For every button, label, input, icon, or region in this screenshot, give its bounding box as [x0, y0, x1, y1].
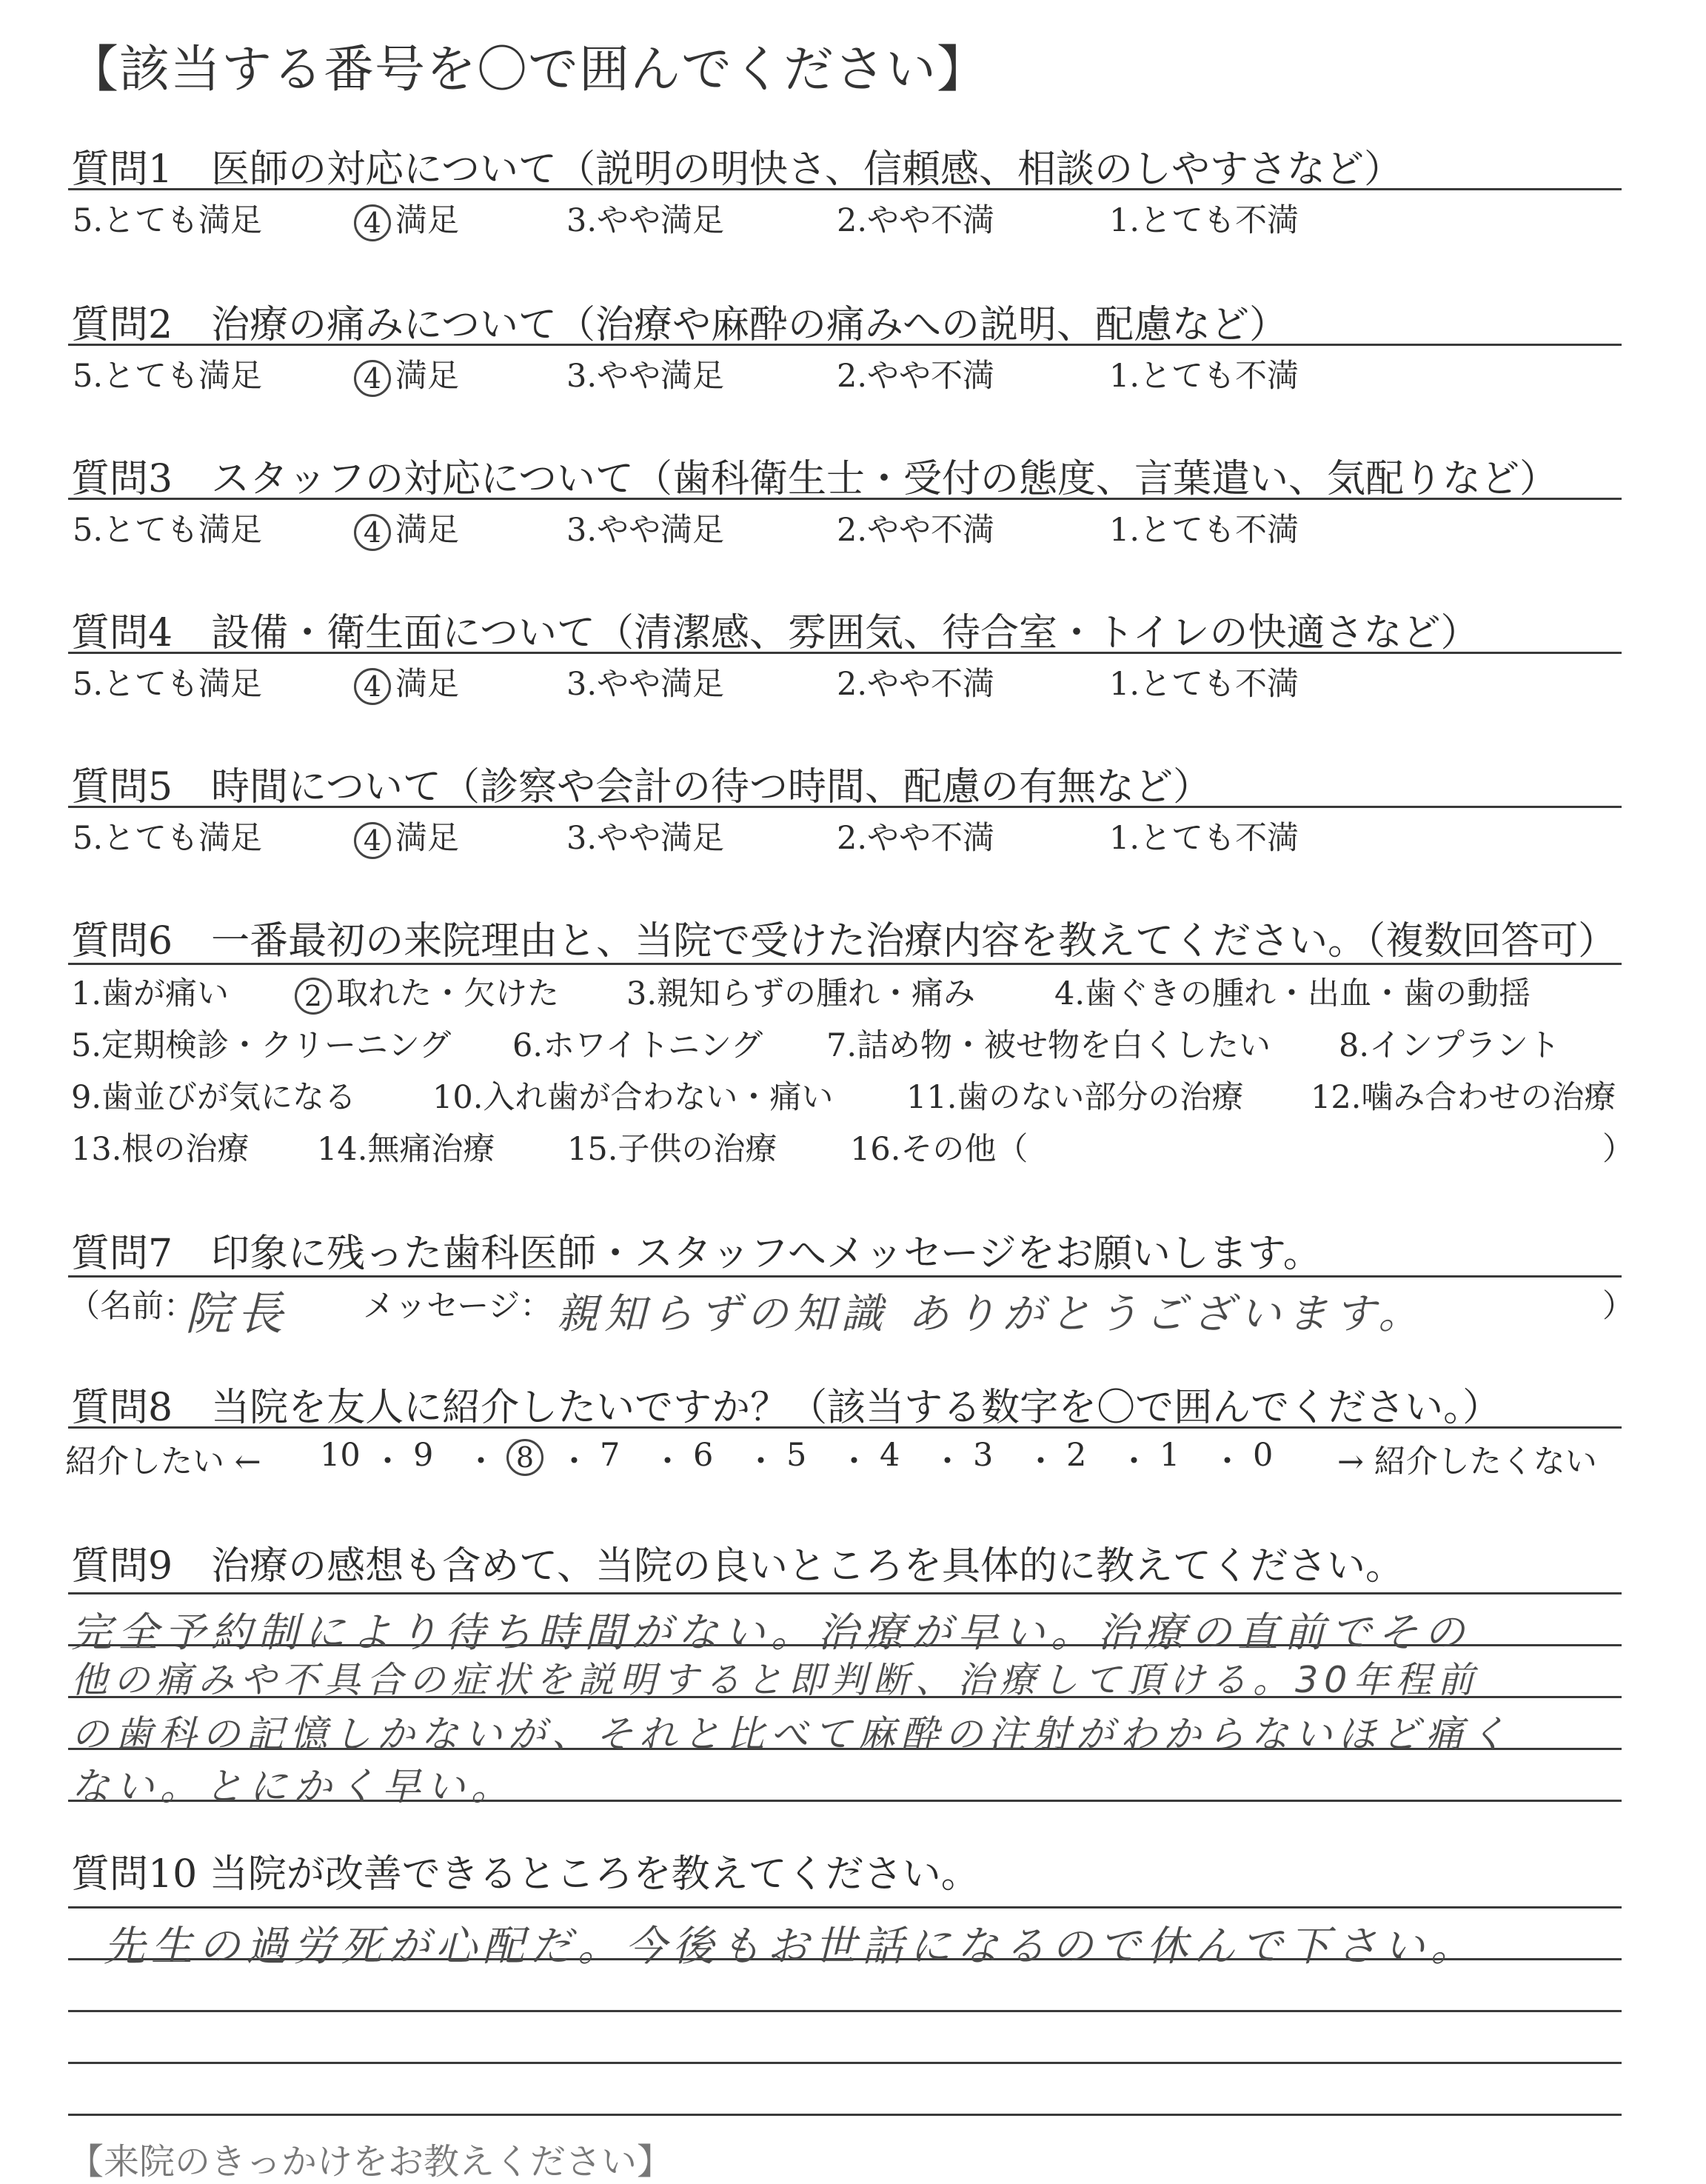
q1-option-1[interactable]: 1.とても不満	[1109, 202, 1299, 239]
q3-option-1[interactable]: 1.とても不満	[1109, 512, 1299, 549]
selection-circle: 4	[354, 822, 391, 859]
q7-name-label: （名前：	[68, 1288, 195, 1325]
writing-line	[68, 1906, 1622, 1909]
q8-right-label: → 紹介したくない	[1337, 1443, 1597, 1480]
q8-scale-6[interactable]: 6	[693, 1437, 714, 1474]
q1-option-2[interactable]: 2.やや不満	[837, 202, 995, 239]
q1-option-5[interactable]: 5.とても満足	[73, 202, 263, 239]
q9-handwritten-line-1[interactable]: 完全予約制により待ち時間がない。治療が早い。治療の直前でその	[71, 1609, 1471, 1656]
q3-option-3[interactable]: 3.やや満足	[566, 512, 725, 549]
q3-option-2[interactable]: 2.やや不満	[837, 512, 995, 549]
q4-option-1[interactable]: 1.とても不満	[1109, 666, 1299, 703]
writing-line	[68, 2010, 1622, 2012]
q8-scale-8-selected[interactable]	[506, 1437, 548, 1476]
q5-option-4-selected[interactable]: 4 満足	[354, 813, 459, 859]
q8-scale-1[interactable]: 1	[1160, 1437, 1180, 1474]
q3-option-4-selected[interactable]: 4 満足	[354, 505, 459, 551]
rule	[68, 344, 1622, 346]
q6-option-6[interactable]: 6.ホワイトニング	[512, 1027, 763, 1064]
q2-option-2[interactable]: 2.やや不満	[837, 358, 995, 395]
q9-handwritten-line-2[interactable]: 他の痛みや不具合の症状を説明すると即判断、治療して頂ける。30年程前	[71, 1659, 1480, 1701]
question-5-title: 質問5 時間について（診察や会計の待つ時間、配慮の有無など）	[71, 765, 1212, 809]
selection-circle: 2	[295, 978, 332, 1015]
q2-option-1[interactable]: 1.とても不満	[1109, 358, 1299, 395]
scale-separator: ・	[1211, 1443, 1243, 1480]
q4-option-4-selected[interactable]: 4 満足	[354, 659, 459, 705]
q5-option-5[interactable]: 5.とても満足	[73, 820, 263, 857]
q6-option-9[interactable]: 9.歯並びが気になる	[71, 1079, 357, 1116]
selection-circle: 4	[354, 514, 391, 551]
question-3-title: 質問3 スタッフの対応について（歯科衛生士・受付の態度、言葉遣い、気配りなど）	[71, 457, 1559, 501]
scale-separator: ・	[652, 1443, 683, 1480]
q8-scale-2[interactable]: 2	[1066, 1437, 1087, 1474]
q6-option-16-close: ）	[1602, 1131, 1634, 1168]
q6-option-14[interactable]: 14.無痛治療	[317, 1131, 495, 1168]
selection-circle: 4	[354, 668, 391, 705]
q8-left-label: 紹介したい ←	[65, 1443, 261, 1480]
q1-option-3[interactable]: 3.やや満足	[566, 202, 725, 239]
question-7-title: 質問7 印象に残った歯科医師・スタッフへメッセージをお願いします。	[71, 1232, 1322, 1276]
question-8-title: 質問8 当院を友人に紹介したいですか？（該当する数字を〇で囲んでください。）	[71, 1386, 1502, 1430]
scale-separator: ・	[558, 1443, 590, 1480]
q8-scale-4[interactable]: 4	[880, 1437, 900, 1474]
rule	[68, 188, 1622, 190]
q8-scale-10[interactable]: 10	[320, 1437, 361, 1474]
q6-option-13[interactable]: 13.根の治療	[71, 1131, 250, 1168]
q6-option-11[interactable]: 11.歯のない部分の治療	[906, 1079, 1244, 1116]
selection-circle: 4	[354, 204, 391, 241]
q6-option-5[interactable]: 5.定期検診・クリーニング	[71, 1027, 452, 1064]
q6-option-15[interactable]: 15.子供の治療	[567, 1131, 777, 1168]
q8-scale-7[interactable]: 7	[600, 1437, 620, 1474]
rule	[68, 1275, 1622, 1278]
q4-option-2[interactable]: 2.やや不満	[837, 666, 995, 703]
q7-close-paren: ）	[1602, 1288, 1634, 1325]
q6-option-10[interactable]: 10.入れ歯が合わない・痛い	[432, 1079, 834, 1116]
q6-option-2-selected[interactable]: 2 取れた・欠けた	[295, 969, 559, 1015]
selection-circle: 8	[506, 1439, 543, 1476]
rule	[68, 498, 1622, 500]
q2-option-3[interactable]: 3.やや満足	[566, 358, 725, 395]
writing-line	[68, 2062, 1622, 2064]
q6-option-12[interactable]: 12.噛み合わせの治療	[1311, 1079, 1616, 1116]
q4-option-3[interactable]: 3.やや満足	[566, 666, 725, 703]
q8-scale-3[interactable]: 3	[973, 1437, 994, 1474]
scale-separator: ・	[745, 1443, 777, 1480]
q7-message-handwritten[interactable]: 親知らずの知識 ありがとうございます。	[557, 1290, 1426, 1338]
q10-handwritten-line-1[interactable]: 先生の過労死が心配だ。今後もお世話になるので休んで下さい。	[104, 1923, 1478, 1971]
q6-option-7[interactable]: 7.詰め物・被せ物を白くしたい	[826, 1027, 1271, 1064]
question-6-title: 質問6 一番最初の来院理由と、当院で受けた治療内容を教えてください。（複数回答可）	[71, 919, 1617, 964]
q4-option-5[interactable]: 5.とても満足	[73, 666, 263, 703]
q2-option-4-selected[interactable]: 4 満足	[354, 351, 459, 397]
q3-option-5[interactable]: 5.とても満足	[73, 512, 263, 549]
footer-partial-text: 【来院のきっかけをお教えください】	[68, 2141, 673, 2183]
scale-separator: ・	[931, 1443, 963, 1480]
q9-handwritten-line-4[interactable]: ない。とにかく早い。	[71, 1765, 516, 1809]
scale-separator: ・	[838, 1443, 870, 1480]
q8-scale-0[interactable]: 0	[1253, 1437, 1274, 1474]
writing-line	[68, 1592, 1622, 1594]
question-2-title: 質問2 治療の痛みについて（治療や麻酔の痛みへの説明、配慮など）	[71, 303, 1288, 347]
q6-option-1[interactable]: 1.歯が痛い	[71, 975, 230, 1012]
q1-option-4-selected[interactable]: 4 満足	[354, 196, 459, 241]
question-1-title: 質問1 医師の対応について（説明の明快さ、信頼感、相談のしやすさなど）	[71, 147, 1402, 192]
rule	[68, 806, 1622, 808]
q7-message-label: メッセージ：	[363, 1288, 552, 1325]
q5-option-2[interactable]: 2.やや不満	[837, 820, 995, 857]
scale-separator: ・	[1118, 1443, 1150, 1480]
q7-name-handwritten[interactable]: 院長	[185, 1286, 290, 1340]
rule	[68, 963, 1622, 965]
q5-option-1[interactable]: 1.とても不満	[1109, 820, 1299, 857]
q6-option-16[interactable]: 16.その他（	[850, 1131, 1028, 1168]
question-9-title: 質問9 治療の感想も含めて、当院の良いところを具体的に教えてください。	[71, 1544, 1405, 1589]
form-title: 【該当する番号を〇で囲んでください】	[68, 41, 989, 99]
q8-scale-9[interactable]: 9	[413, 1437, 434, 1474]
q6-option-4[interactable]: 4.歯ぐきの腫れ・出血・歯の動揺	[1054, 975, 1531, 1012]
question-4-title: 質問4 設備・衛生面について（清潔感、雰囲気、待合室・トイレの快適さなど）	[71, 611, 1479, 655]
rule	[68, 652, 1622, 654]
writing-line	[68, 2114, 1622, 2116]
scale-separator: ・	[465, 1443, 497, 1480]
q8-scale-5[interactable]: 5	[786, 1437, 807, 1474]
q6-option-3[interactable]: 3.親知らずの腫れ・痛み	[626, 975, 976, 1012]
q6-option-8[interactable]: 8.インプラント	[1339, 1027, 1561, 1064]
rule	[68, 1426, 1622, 1429]
q2-option-5[interactable]: 5.とても満足	[73, 358, 263, 395]
question-10-title: 質問10 当院が改善できるところを教えてください。	[71, 1852, 980, 1897]
selection-circle: 4	[354, 360, 391, 397]
q5-option-3[interactable]: 3.やや満足	[566, 820, 725, 857]
q9-handwritten-line-3[interactable]: の歯科の記憶しかないが、それと比べて麻酔の注射がわからないほど痛く	[71, 1713, 1513, 1757]
scale-separator: ・	[372, 1443, 404, 1480]
scale-separator: ・	[1025, 1443, 1057, 1480]
